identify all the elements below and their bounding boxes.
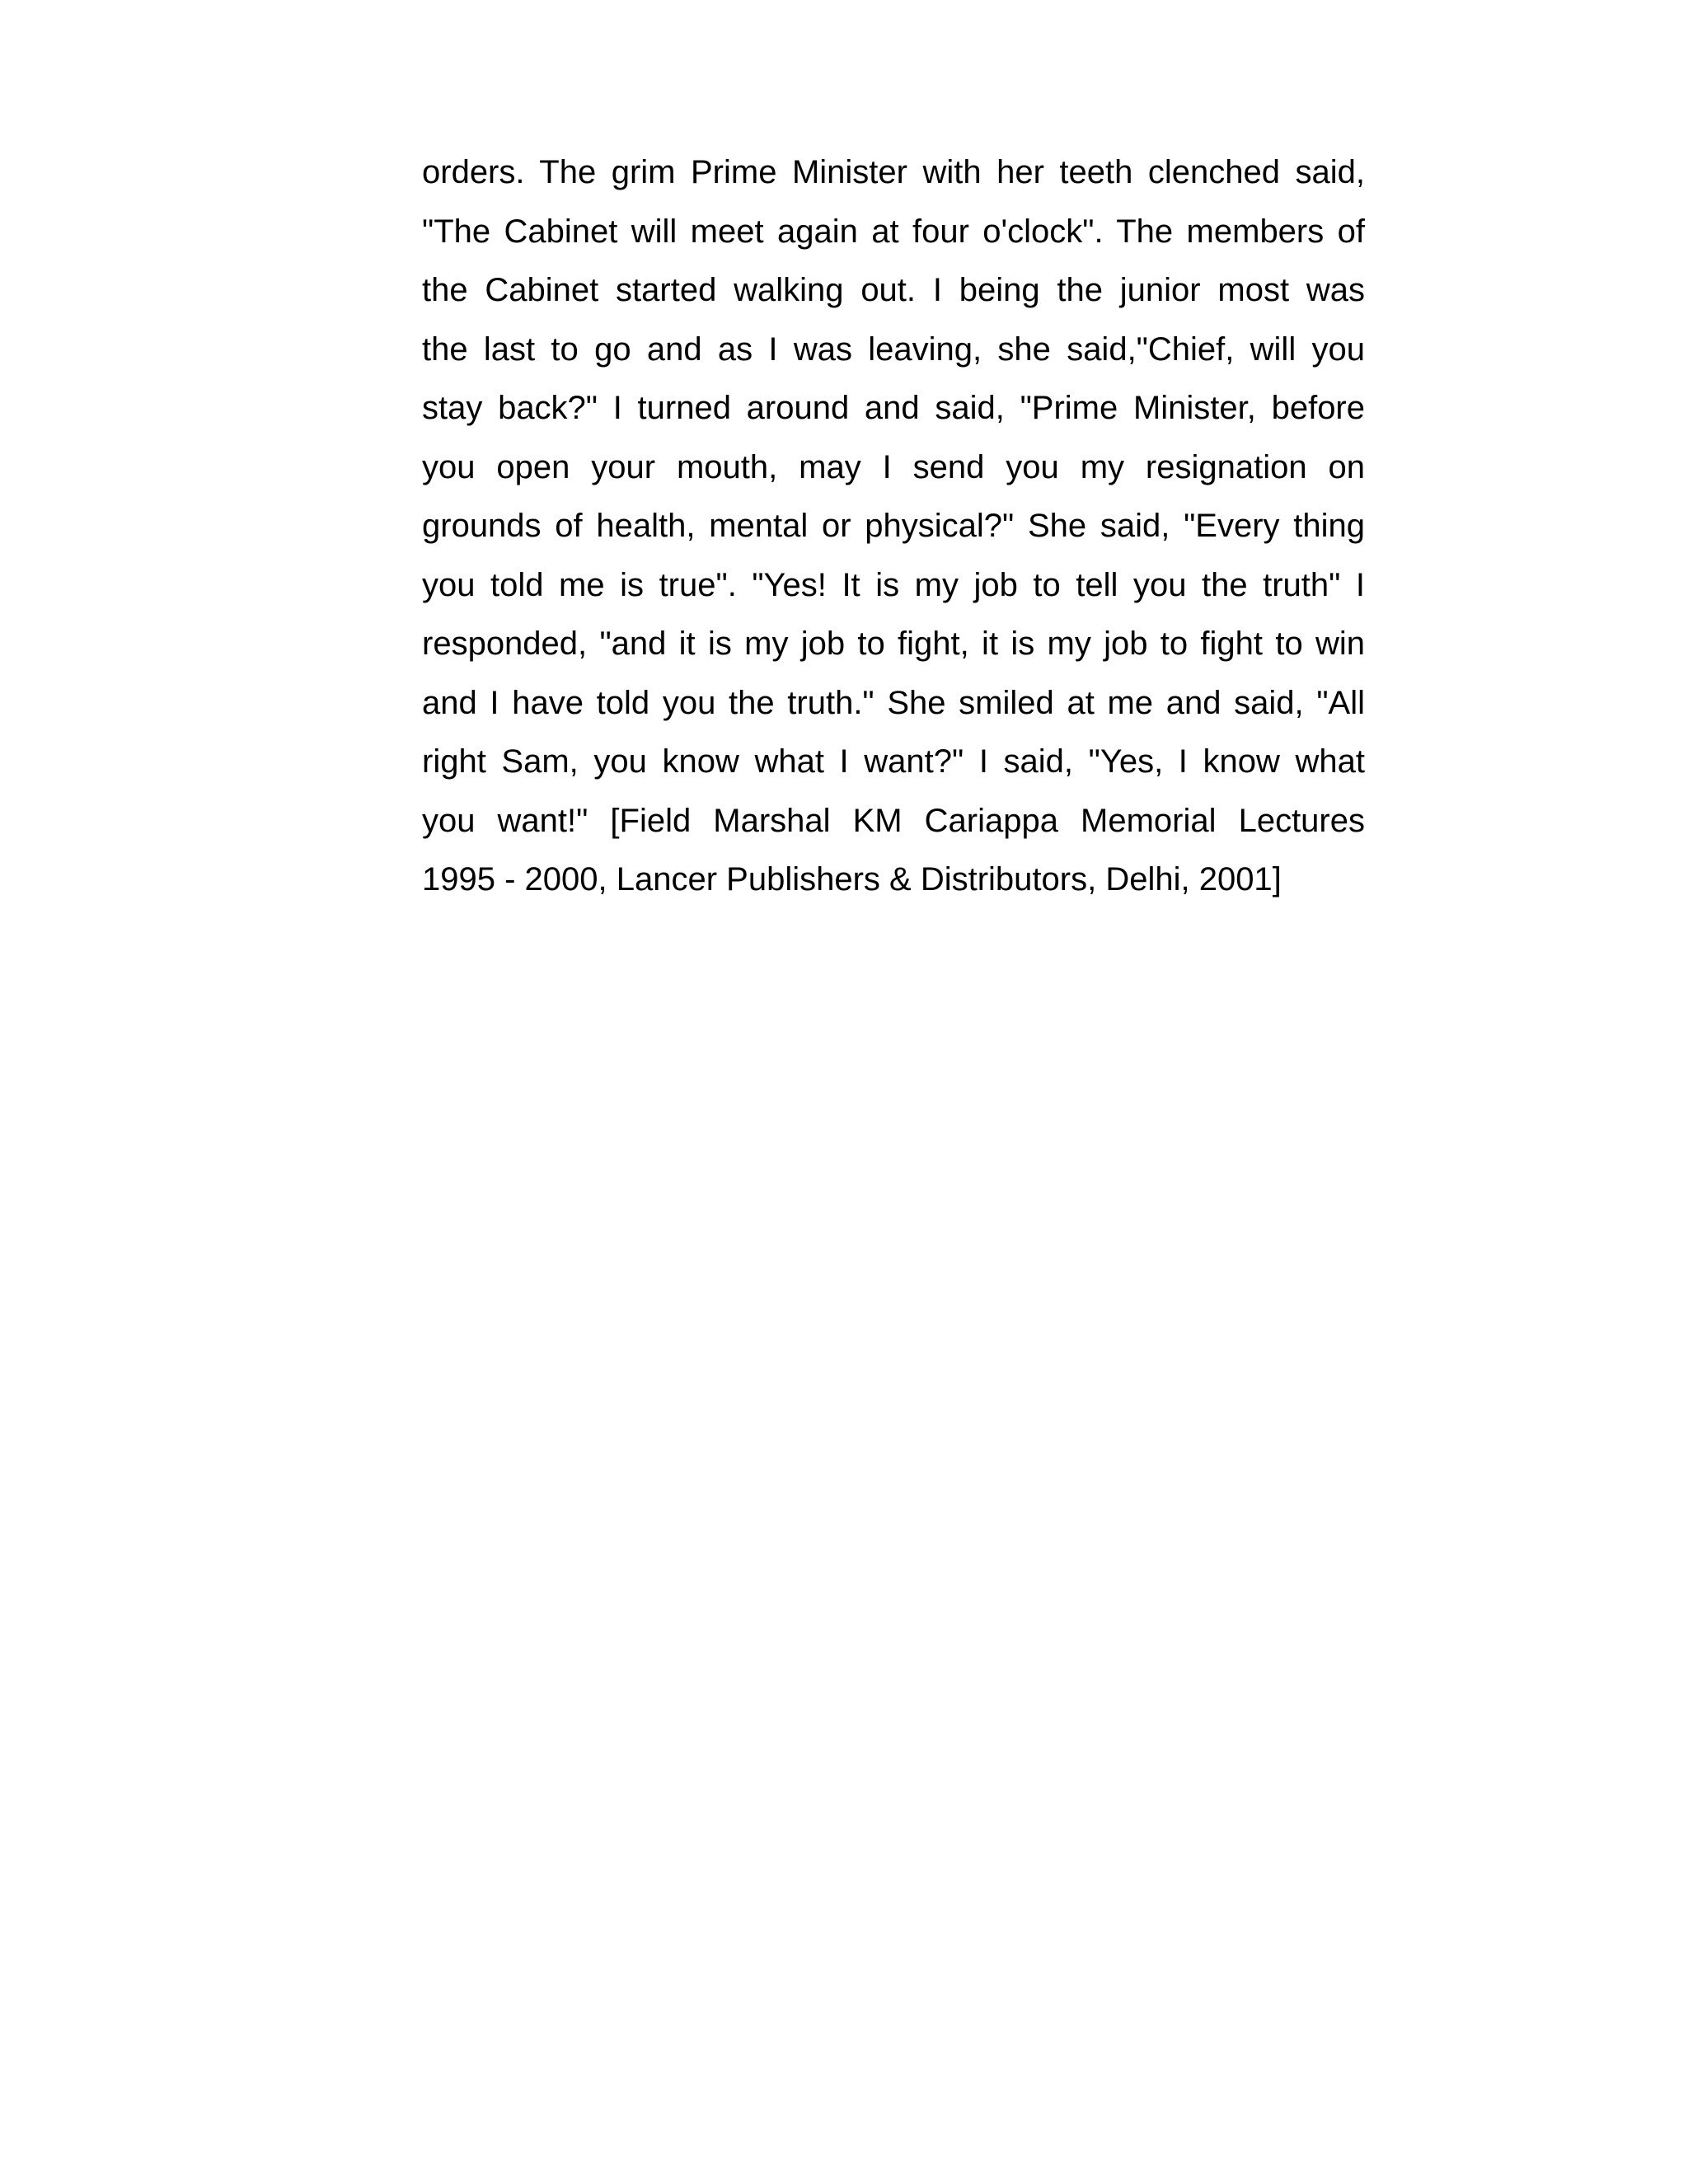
text-line: you want!" [Field Marshal KM Cariappa Memorial Lectures (422, 802, 1365, 839)
body-paragraph (422, 147, 1365, 913)
text-line: grounds of health, mental or physical?" She said, "Every thing (422, 508, 1365, 544)
text-line: "The Cabinet will meet again at four o'clock". The members of (422, 213, 1365, 250)
text-line: orders. The grim Prime Minister with her teeth clenched said, (422, 154, 1365, 190)
text-line: the last to go and as I was leaving, she said,"Chief, will you (422, 330, 1365, 368)
text-line: right Sam, you know what I want?" I said, "Yes, I know what (422, 743, 1365, 780)
text-line: stay back?" I turned around and said, "Prime Minister, before (422, 390, 1365, 426)
text-line: and I have told you the truth." She smiled at me and said, "All (422, 684, 1365, 721)
text-line: the Cabinet started walking out. I being the junior most was (422, 272, 1365, 308)
text-line: responded, "and it is my job to fight, it is my job to fight to win (422, 626, 1365, 662)
text-line: you open your mouth, may I send you my resignation on (422, 448, 1365, 485)
text-line: you told me is true". "Yes! It is my job to tell you the truth" I (422, 566, 1365, 603)
citation-line: 1995 - 2000, Lancer Publishers & Distributors, Delhi, 2001] (422, 861, 1282, 898)
